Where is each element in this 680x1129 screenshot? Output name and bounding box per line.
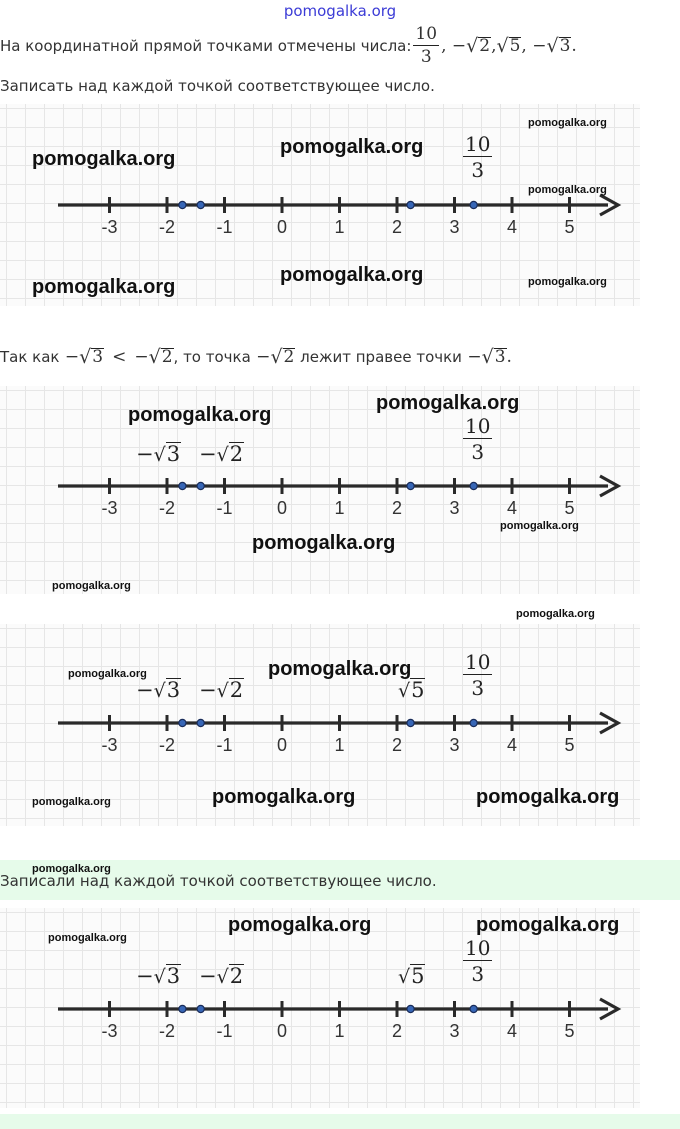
comparison-rhs: √ 2 [148,345,173,368]
tick-label: -3 [101,735,118,755]
tick-label: 0 [276,735,288,755]
watermark: pomogalka.org [268,658,412,680]
number-line-point [197,201,204,208]
number-line-figure-1 [0,104,640,306]
label-sqrt5: √ 5 [398,964,425,989]
fraction-label-10-3: $\frac{10}{3}$ [465,132,491,182]
comparison-prefix: Так как [0,348,60,366]
site-title[interactable]: pomogalka.org [283,2,397,20]
tick-label: -3 [101,1021,118,1041]
watermark: pomogalka.org [528,117,607,129]
task-intro-text: На координатной прямой точками отмечены числа: [0,37,412,55]
label-neg-sqrt2: − √ 2 [199,678,244,703]
task-fraction-den: 3 [420,47,432,67]
tick-label: -1 [216,217,233,237]
watermark: pomogalka.org [32,863,111,875]
tick-label: 4 [506,1021,518,1041]
number-line-2 [0,386,640,594]
watermark: pomogalka.org [376,392,520,414]
bottom-banner [0,1114,680,1129]
label-neg-sqrt3: − √ 3 [136,442,181,467]
tick-label: -2 [158,498,176,518]
tick-label: 0 [276,498,288,518]
watermark: pomogalka.org [476,786,620,808]
watermark: pomogalka.org [128,404,272,426]
label-neg-sqrt3: − √ 3 [136,964,181,989]
tick-label: 0 [276,217,288,237]
tick-label: 1 [334,498,345,518]
tick-label: 4 [506,217,518,237]
number-line-point [407,1005,414,1012]
tick-label: 5 [564,1021,575,1041]
tick-label: 5 [564,217,575,237]
tick-label: 1 [334,1021,345,1041]
watermark: pomogalka.org [280,136,424,158]
tick-label: 3 [449,498,460,518]
tick-label: 1 [334,735,345,755]
number-line-point [197,482,204,489]
number-line-point [179,482,186,489]
number-line-point [470,482,477,489]
conclusion-banner [0,860,680,900]
tick-label: -3 [101,498,118,518]
watermark: pomogalka.org [528,276,607,288]
number-line-point [197,1005,204,1012]
tick-label: -2 [158,1021,176,1041]
tick-label: 4 [506,498,518,518]
watermark: pomogalka.org [32,796,111,808]
task-sqrt5: √ 5 [496,34,521,57]
conclusion-text: Записали над каждой точкой соответствующее число. [0,872,437,890]
fraction-label-10-3: $\frac{10}{3}$ [465,936,491,986]
watermark: pomogalka.org [48,932,127,944]
task-neg-sqrt3: √ 3 [546,34,571,57]
tick-label: 3 [449,1021,460,1041]
watermark: pomogalka.org [212,786,356,808]
tick-label: 2 [391,217,403,237]
task-fraction [413,26,439,66]
comparison-target: √ 3 [481,345,506,368]
watermark: pomogalka.org [228,914,372,936]
tick-label: 0 [276,1021,288,1041]
number-line-figure-2 [0,386,640,594]
tick-label: 2 [391,735,403,755]
comparison-lhs: √ 3 [79,345,104,368]
tick-label: 3 [449,217,460,237]
task-fraction-num: 10 [415,24,438,44]
tick-label: -2 [158,735,176,755]
task-line-1: На координатной прямой точками отмечены числа: $\frac{10}{3}$ , − √ 2 , √ 5 , − √ 3 . [0,24,577,67]
number-line-point [179,1005,186,1012]
watermark: pomogalka.org [516,608,595,620]
number-line-point [470,201,477,208]
tick-label: 5 [564,735,575,755]
number-line-point [179,201,186,208]
number-line-point [470,1005,477,1012]
watermark: pomogalka.org [280,264,424,286]
label-neg-sqrt2: − √ 2 [199,442,244,467]
tick-label: -3 [101,217,118,237]
comparison-suffix: лежит правее точки [300,348,462,366]
fraction-label-10-3: $\frac{10}{3}$ [465,650,491,700]
comparison-middle: , то точка [173,348,251,366]
number-line-point [179,719,186,726]
watermark: pomogalka.org [52,580,131,592]
watermark: pomogalka.org [528,184,607,196]
tick-label: -1 [216,735,233,755]
tick-label: 4 [506,735,518,755]
label-sqrt5: √ 5 [398,678,425,703]
comparison-point: √ 2 [270,345,295,368]
tick-label: 3 [449,735,460,755]
comparison-line: Так как − √ 3 < − √ 2 , то точка − √ 2 лежит правее точки − √ 3 . [0,345,512,368]
tick-label: -1 [216,498,233,518]
number-line-point [407,201,414,208]
number-line-point [470,719,477,726]
tick-label: 5 [564,498,575,518]
task-line-2: Записать над каждой точкой соответствующее число. [0,77,435,95]
tick-label: 2 [391,498,403,518]
task-neg-sqrt2: √ 2 [466,34,491,57]
tick-label: 2 [391,1021,403,1041]
tick-label: 1 [334,217,345,237]
watermark: pomogalka.org [252,532,396,554]
watermark: pomogalka.org [32,148,176,170]
tick-label: -1 [216,1021,233,1041]
watermark: pomogalka.org [32,276,176,298]
number-line-point [197,719,204,726]
comparison-operator: < [112,347,127,367]
watermark: pomogalka.org [476,914,620,936]
number-line-point [407,482,414,489]
number-line-figure-3 [0,624,640,826]
watermark: pomogalka.org [500,520,579,532]
number-line-figure-4 [0,908,640,1108]
label-neg-sqrt3: − √ 3 [136,678,181,703]
label-neg-sqrt2: − √ 2 [199,964,244,989]
watermark: pomogalka.org [68,668,147,680]
number-line-point [407,719,414,726]
fraction-label-10-3: $\frac{10}{3}$ [465,414,491,464]
tick-label: -2 [158,217,176,237]
